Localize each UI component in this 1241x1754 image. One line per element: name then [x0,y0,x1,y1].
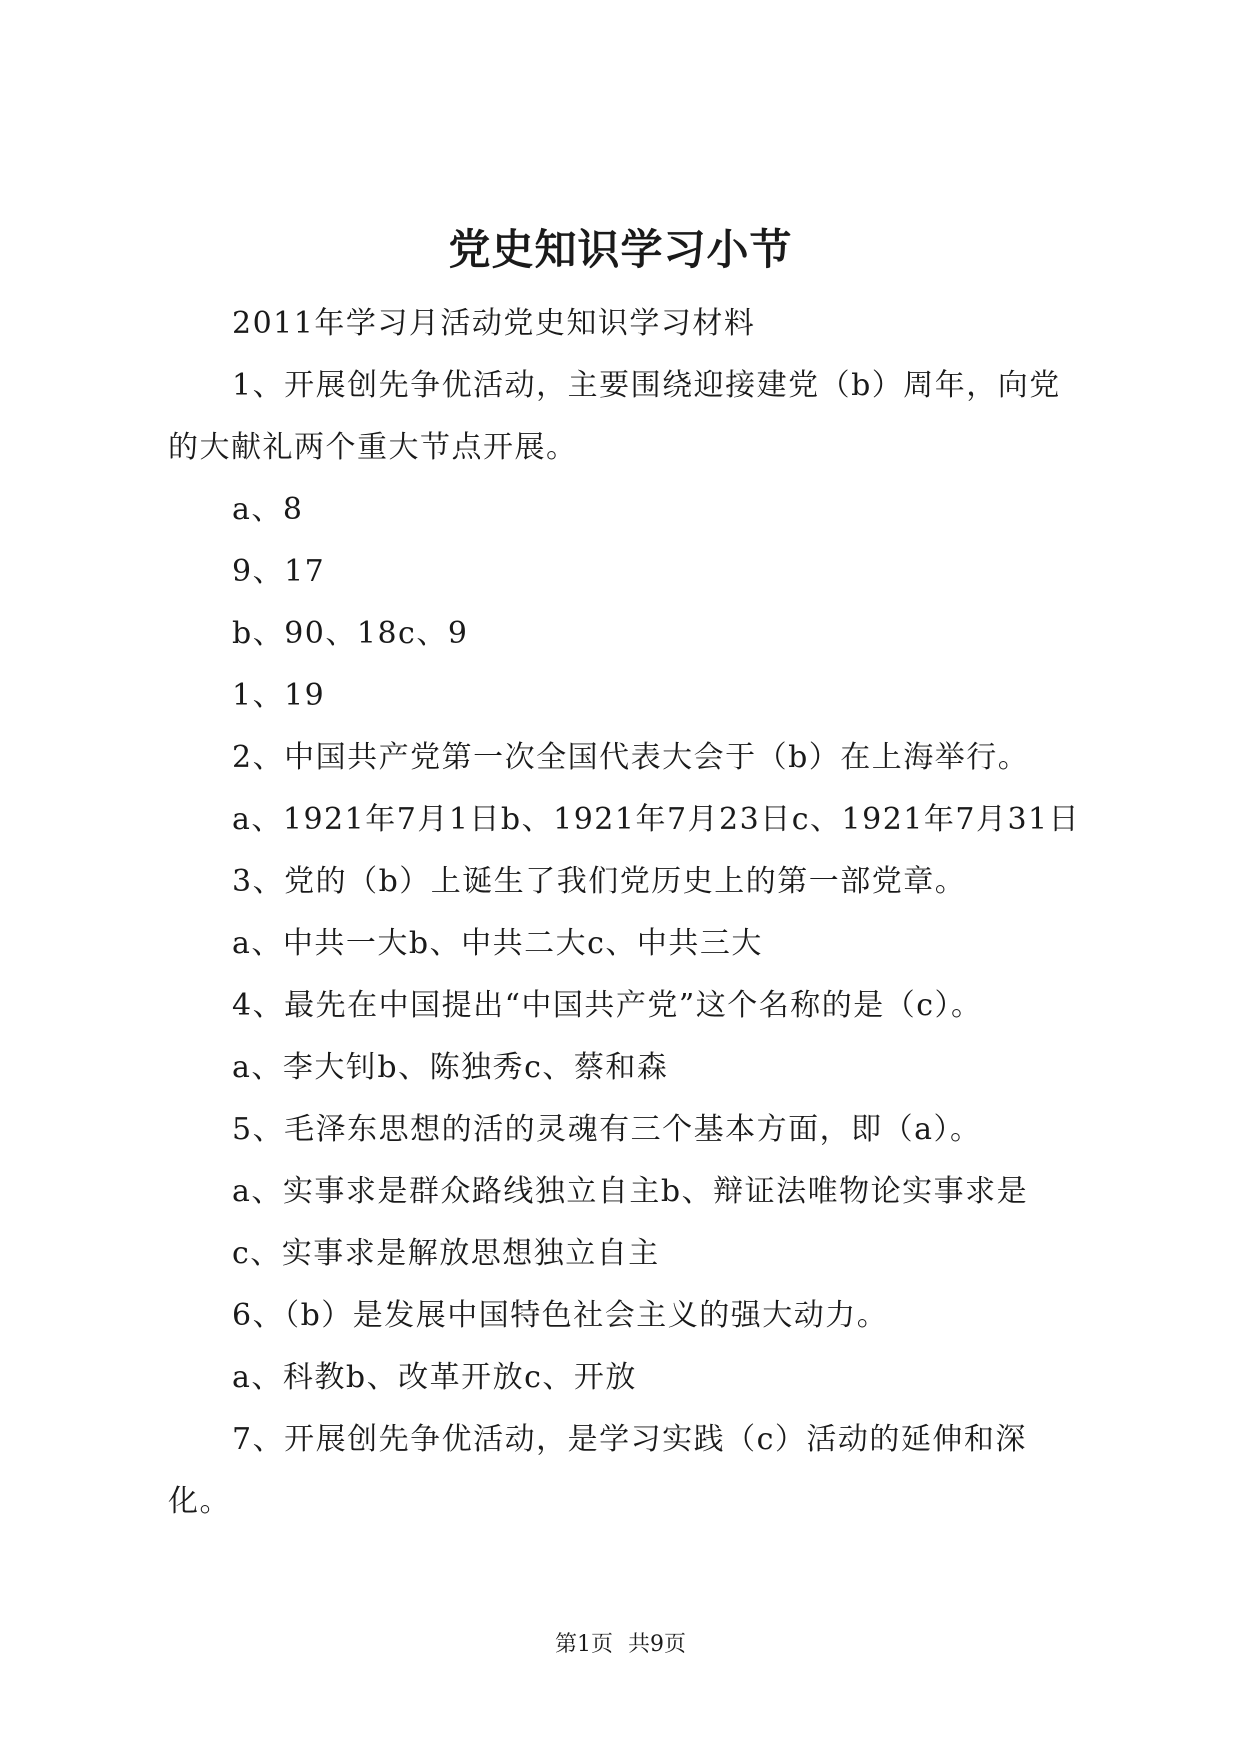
paragraph: 9、17 [232,554,326,589]
paragraph: a、8 [232,492,304,527]
page-total: 共9页 [628,1632,686,1657]
document-title: 党史知识学习小节 [448,225,793,274]
page-footer [0,1630,1241,1660]
paragraph: a、中共一大b、中共二大c、中共三大 [232,926,763,961]
paragraph: 4、最先在中国提出“中国共产党”这个名称的是（c）。 [232,988,983,1023]
paragraph: a、李大钊b、陈独秀c、蔡和森 [232,1050,669,1085]
paragraph: a、1921年7月1日b、1921年7月23日c、1921年7月31日 [232,802,1081,837]
paragraph: 6、（b）是发展中国特色社会主义的强大动力。 [232,1298,889,1333]
paragraph: 7、开展创先争优活动，是学习实践（c）活动的延伸和深化。 [168,1422,1027,1519]
page-number: 第1页 [555,1632,613,1657]
paragraph: a、科教b、改革开放c、开放 [232,1360,637,1395]
paragraph: a、实事求是群众路线独立自主b、辩证法唯物论实事求是 [232,1174,1029,1209]
paragraph: 1、19 [232,678,326,713]
paragraph: b、90、18c、9 [232,616,469,651]
paragraph: 2011年学习月活动党史知识学习材料 [232,306,756,341]
paragraph: 1、开展创先争优活动，主要围绕迎接建党（b）周年，向党的大献礼两个重大节点开展。 [168,368,1061,465]
paragraph: c、实事求是解放思想独立自主 [232,1236,660,1271]
paragraph: 5、毛泽东思想的活的灵魂有三个基本方面，即（a）。 [232,1112,982,1147]
paragraph: 3、党的（b）上诞生了我们党历史上的第一部党章。 [232,864,967,899]
paragraph: 2、中国共产党第一次全国代表大会于（b）在上海举行。 [232,740,1030,775]
document-body [168,293,1088,1533]
